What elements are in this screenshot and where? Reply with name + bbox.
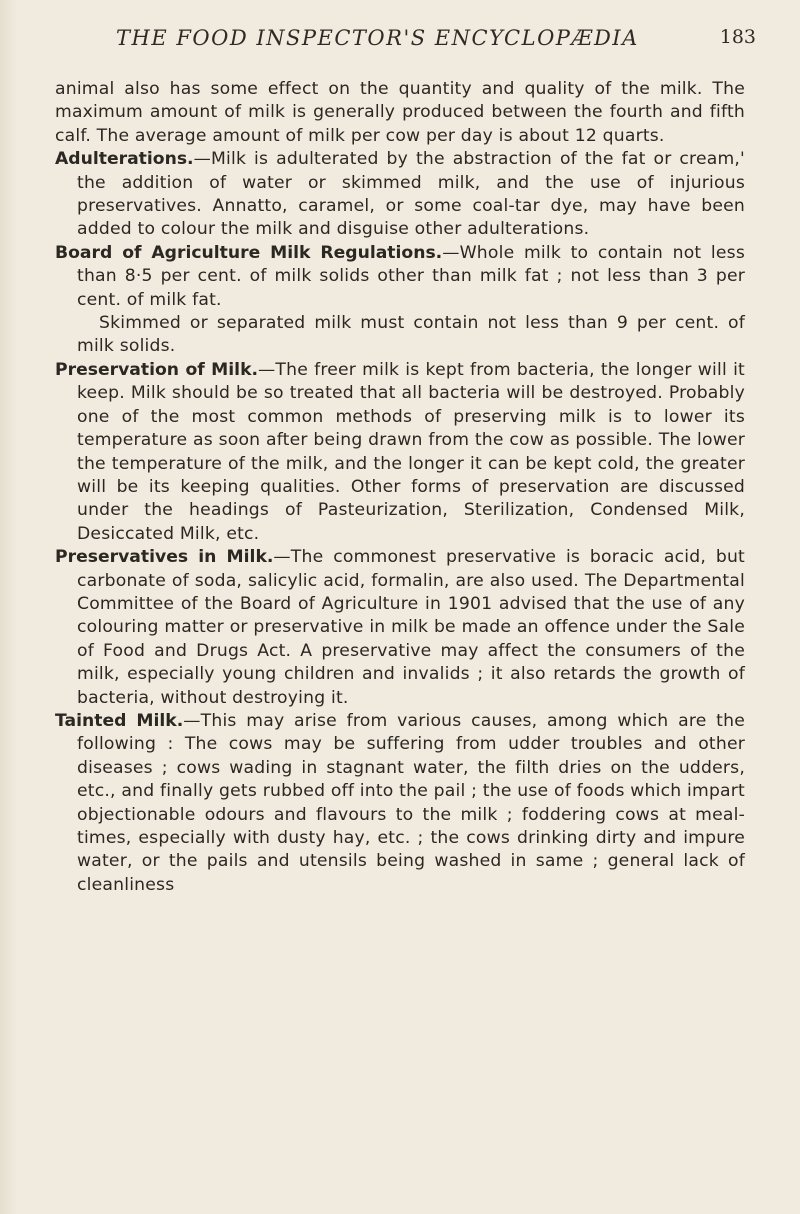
section-heading: Preservation of Milk. bbox=[55, 359, 259, 380]
page-number: 183 bbox=[719, 26, 756, 48]
body-text bbox=[55, 78, 745, 897]
paragraph-text: —The freer milk is kept from bacteria, the longer will it keep. Milk should be so treated that all bacteria will be destroyed. Probably one of the most common methods of preserving milk is to lower its temperature as soon after being drawn from the cow as possible. The lower the temperature of the milk, and the longer it can be kept cold, the greater will be its keeping qualities. Other forms of preservation are discussed under the headings of Pasteurization, Sterilization, Condensed Milk, Desiccated Milk, etc. bbox=[77, 359, 745, 544]
running-title: THE FOOD INSPECTOR'S ENCYCLOPÆDIA bbox=[116, 26, 639, 50]
paragraph-continuation bbox=[55, 78, 745, 148]
page-edge-shadow bbox=[0, 0, 18, 1214]
paragraph-text: —Whole milk to contain not less than 8·5 per cent. of milk solids other than milk fat ; not less than 3 per cent. of milk fat. bbox=[77, 242, 745, 310]
paragraph-text: —The commonest preservative is boracic acid, but carbonate of soda, salicylic acid, formalin, are also used. The Departmental Committee of the Board of Agriculture in 1901 advised that the use of any colouring matter or preservative in milk be made an offence under the Sale of Food and Drugs Act. A preservative may affect the consumers of the milk, especially young children and invalids ; it also retards the growth of bacteria, without destroying it. bbox=[77, 547, 745, 708]
paragraph-text: animal also has some effect on the quantity and quality of the milk. The maximum amount of milk is generally produced between the fourth and fifth calf. The average amount of milk per cow per day is about 12 quarts. bbox=[55, 79, 745, 146]
running-head bbox=[106, 26, 756, 56]
paragraph-text: —Milk is adulterated by the abstraction of the fat or cream,' the addition of water or skimmed milk, and the use of injurious preservatives. Annatto, caramel, or some coal-tar dye, may have been added to colour the milk and disguise other adulterations. bbox=[77, 149, 745, 240]
paragraph-adulterations bbox=[55, 148, 745, 242]
section-heading: Adulterations. bbox=[55, 149, 194, 170]
paragraph-preservation bbox=[55, 359, 745, 546]
paragraph-skimmed-milk bbox=[55, 312, 745, 359]
paragraph-preservatives bbox=[55, 546, 745, 710]
paragraph-tainted-milk bbox=[55, 710, 745, 897]
paragraph-text: Skimmed or separated milk must contain not less than 9 per cent. of milk solids. bbox=[77, 313, 745, 357]
section-heading: Preservatives in Milk. bbox=[55, 547, 274, 568]
paragraph-text: —This may arise from various causes, among which are the following : The cows may be suffering from udder troubles and other diseases ; cows wading in stagnant water, the filth dries on the udders, etc., and finally gets rubbed off into the pail ; the use of foods which impart objectionable odours and flavours to the milk ; foddering cows at meal-times, especially with dusty hay, etc. ; the cows drinking dirty and impure water, or the pails and utensils being washed in same ; general lack of cleanliness bbox=[77, 710, 745, 895]
paragraph-milk-regulations bbox=[55, 242, 745, 312]
section-heading: Tainted Milk. bbox=[55, 710, 184, 731]
section-heading: Board of Agriculture Milk Regulations. bbox=[55, 242, 443, 263]
